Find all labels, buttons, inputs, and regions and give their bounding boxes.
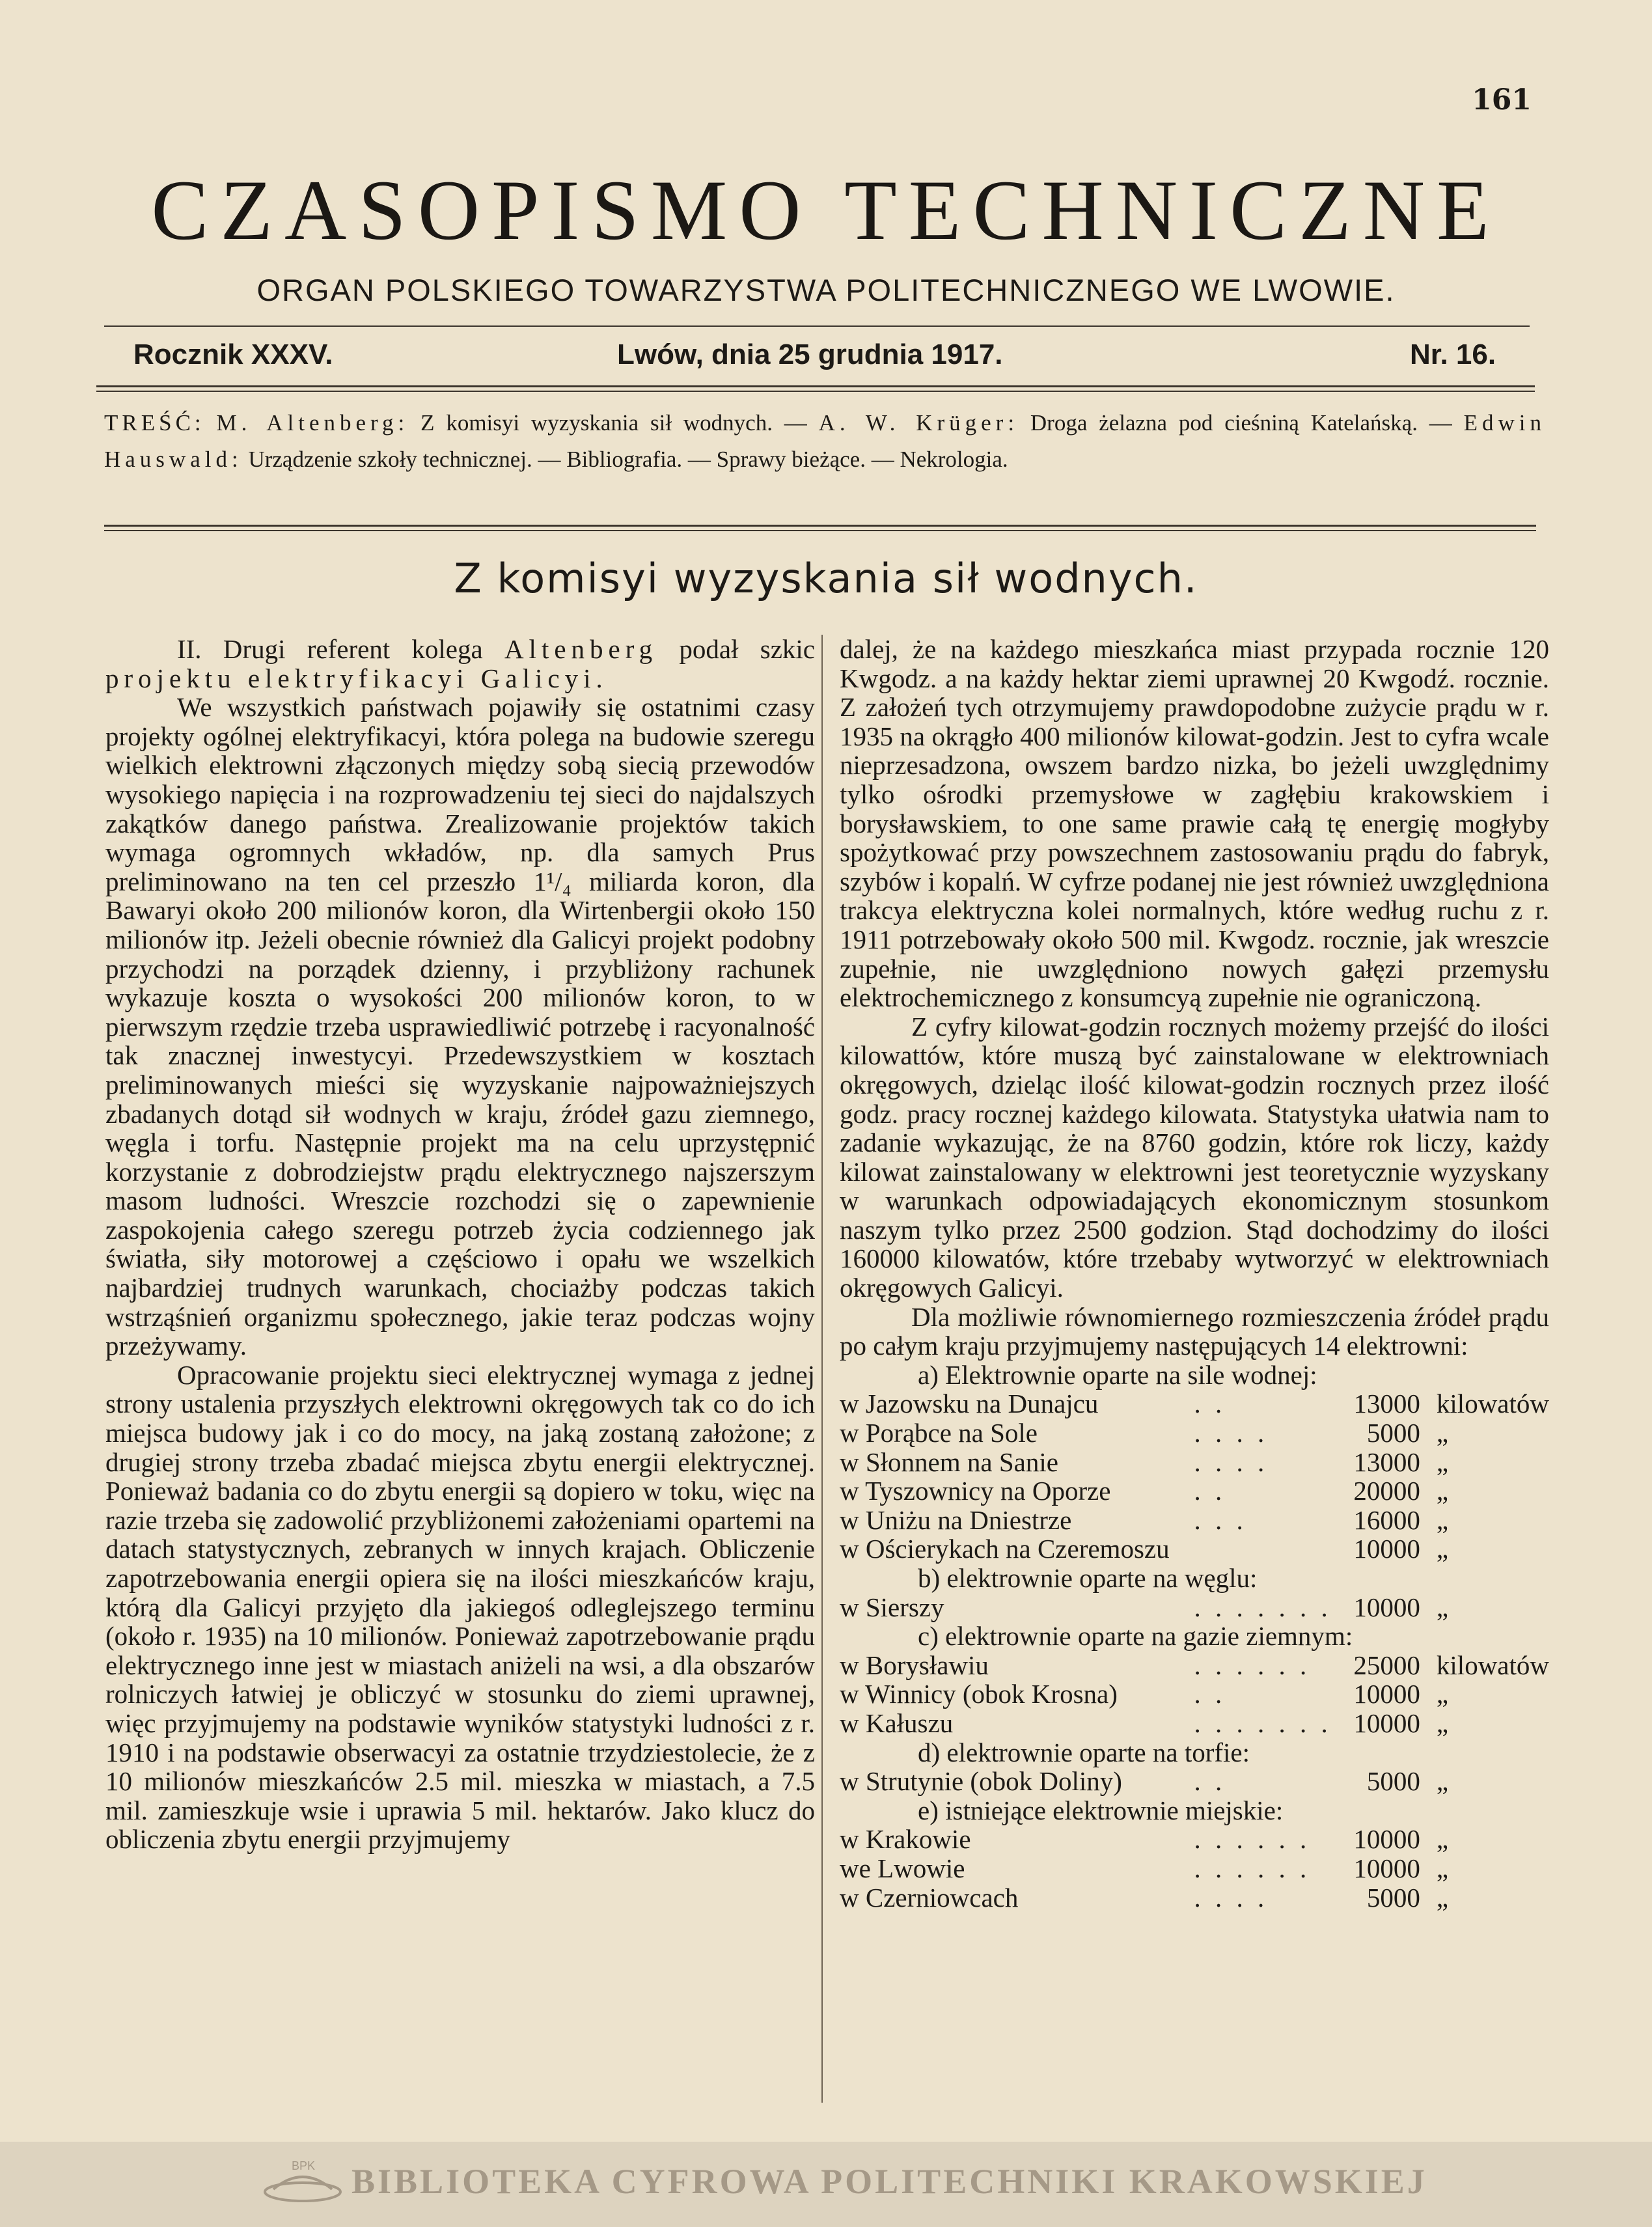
plant-capacity: 13000 (1353, 1389, 1420, 1419)
plant-row (840, 1825, 1549, 1854)
plant-unit: kilowatów (1436, 1650, 1549, 1680)
plant-unit: „ (1436, 1882, 1449, 1913)
column-divider (821, 635, 823, 2103)
plant-location: w Winnicy (obok Krosna) (840, 1679, 1118, 1709)
page-number: 161 (1472, 83, 1532, 117)
plant-location: w Borysławiu (840, 1650, 989, 1680)
plant-unit: „ (1436, 1766, 1449, 1797)
plant-capacity: 10000 (1353, 1592, 1420, 1622)
article-column-left (105, 635, 815, 1854)
plant-leader-dots: . . . . (1194, 1882, 1269, 1913)
plant-capacity: 25000 (1353, 1650, 1420, 1680)
plant-unit: „ (1436, 1504, 1449, 1535)
plant-leader-dots: . . . . . . . (1194, 1708, 1332, 1738)
plant-capacity: 10000 (1353, 1679, 1420, 1709)
article-paragraph: Opracowanie projektu sieci elektrycznej wymaga z jednej strony ustalenia przyszłych elektrowni okręgowych tak co do ich miejsca budowy jak i co do mocy, na jaką zostaną założone; z drugiej strony trzeba zbadać miejsca zbytu energii elektrycznej. Ponieważ badania co do zbytu energii są dopiero w toku, więc na razie trzeba się zadowolić przybliżonemi założeniami opartemi na datach statystycznych, zebranych w innych krajach. Obliczenie zapotrzebowania energii opiera się na ilości mieszkańców kraju, którą dla Galicyi przyjęto dla jakiegoś odleglejszego terminu (około r. 1935) na 10 milionów. Ponieważ zapotrzebowanie prądu elektrycznego inne jest w miastach aniżeli na wsi, a dla obszarów rolniczych łatwiej je obliczyć w stosunku do ziemi uprawnej, więc przyjmujemy na podstawie wyników statystyki ludności z r. 1910 i na podstawie obserwacyi za ostatnie trzydziestolecie, że z 10 milionów mieszkańców 2.5 mil. mieszka w miastach, a 7.5 mil. zamieszkuje wsie i uprawia 5 mil. hektarów. Jako klucz do obliczenia zbytu energii przyjmujemy (105, 1359, 815, 1855)
plant-capacity: 10000 (1353, 1824, 1420, 1855)
plant-row (840, 1418, 1549, 1448)
plant-location: we Lwowie (840, 1853, 965, 1883)
header-rule-mid-2 (96, 391, 1535, 392)
plant-capacity: 5000 (1366, 1418, 1420, 1448)
plant-capacity: 10000 (1353, 1534, 1420, 1564)
journal-subtitle: ORGAN POLSKIEGO TOWARZYSTWA POLITECHNICZNEGO WE LWOWIE. (256, 273, 1396, 307)
plant-capacity: 13000 (1353, 1446, 1420, 1477)
contents-author: Edwin Hauswald: (104, 410, 1547, 472)
plant-location: w Strutynie (obok Doliny) (840, 1766, 1122, 1797)
plant-leader-dots: . . . (1194, 1504, 1247, 1535)
contents-title: Droga żelazna pod cieśniną Katelańską. — (1030, 410, 1452, 436)
plant-row (840, 1476, 1549, 1506)
plant-row (840, 1651, 1549, 1680)
plant-leader-dots: . . (1194, 1389, 1226, 1419)
plant-unit: „ (1436, 1853, 1449, 1883)
volume: Rocznik XXXV. (133, 339, 333, 370)
contents-author: A. W. Krüger: (818, 410, 1019, 436)
plant-leader-dots: . . . . . . (1194, 1824, 1311, 1855)
place-date: Lwów, dnia 25 grudnia 1917. (617, 339, 1003, 370)
plant-capacity: 5000 (1366, 1882, 1420, 1913)
plant-location: w Kałuszu (840, 1708, 954, 1738)
plant-category: b) elektrownie oparte na węglu: (918, 1563, 1258, 1593)
plant-leader-dots (1194, 1534, 1331, 1564)
article-paragraph: Dla możliwie równomiernego rozmieszczenia źródeł prądu po całym kraju przyjmujemy następujących 14 elektrowni: (840, 1301, 1549, 1361)
plant-row (840, 1389, 1549, 1418)
plant-leader-dots: . . . . . . (1194, 1650, 1311, 1680)
plant-row (840, 1448, 1549, 1477)
article-title: Z komisyi wyzyskania sił wodnych. (454, 555, 1198, 602)
library-logo-icon (260, 2151, 345, 2210)
plant-row (840, 1593, 1549, 1622)
plant-leader-dots: . . (1194, 1766, 1226, 1797)
journal-title: CZASOPISMO TECHNICZNE (151, 162, 1501, 258)
plant-leader-dots: . . . . . . . (1194, 1592, 1332, 1622)
power-plant-list (840, 1361, 1549, 1912)
plant-capacity: 10000 (1353, 1708, 1420, 1738)
plant-unit: „ (1436, 1708, 1449, 1738)
library-watermark: BIBLIOTEKA CYFROWA POLITECHNIKI KRAKOWSKIEJ (351, 2162, 1427, 2201)
contents-rule-2 (104, 530, 1536, 531)
plant-row (840, 1680, 1549, 1709)
plant-unit: „ (1436, 1534, 1449, 1564)
plant-category: e) istniejące elektrownie miejskie: (918, 1795, 1284, 1825)
table-of-contents (104, 405, 1546, 478)
plant-row (840, 1534, 1549, 1564)
plant-location: w Ościerykach na Czeremoszu (840, 1534, 1170, 1564)
contents-title: Urządzenie szkoły technicznej. — Bibliografia. — Sprawy bieżące. — Nekrologia. (248, 447, 1008, 472)
contents-rule (104, 525, 1536, 527)
plant-capacity: 10000 (1353, 1853, 1420, 1883)
plant-row (840, 1506, 1549, 1535)
plant-unit: „ (1436, 1418, 1449, 1448)
contents-label: TREŚĆ: (104, 410, 205, 436)
plant-category: d) elektrownie oparte na torfie: (918, 1737, 1250, 1767)
plant-unit: „ (1436, 1679, 1449, 1709)
plant-location: w Jazowsku na Dunajcu (840, 1389, 1099, 1419)
plant-location: w Czerniowcach (840, 1882, 1019, 1913)
contents-author: M. Altenberg: (216, 410, 409, 436)
plant-leader-dots: . . . . (1194, 1418, 1269, 1448)
plant-leader-dots: . . (1194, 1476, 1226, 1506)
article-column-right (840, 635, 1549, 1912)
plant-capacity: 16000 (1353, 1504, 1420, 1535)
plant-unit: „ (1436, 1824, 1449, 1855)
plant-location: w Uniżu na Dniestrze (840, 1504, 1072, 1535)
plant-location: w Tyszownicy na Oporze (840, 1476, 1111, 1506)
plant-leader-dots: . . . . (1194, 1446, 1269, 1477)
article-paragraph: We wszystkich państwach pojawiły się ostatnimi czasy projekty ogólnej elektryfikacyi, która polega na budowie szeregu wielkich elektrowni złączonych między sobą siecią przewodów wysokiego napięcia i na rozprowadzeniu tej sieci do najdalszych zakątków danego państwa. Zrealizowanie projektów takich wymaga ogromnych wkładów, np. dla samych Prus preliminowano na ten cel przeszło 1¹/₄ miliarda koron, dla Bawaryi około 200 milionów koron, dla Wirtenbergii około 150 milionów itp. Jeżeli obecnie również dla Galicyi projekt podobny przychodzi na porządek dzienny, i przybliżony rachunek wykazuje koszta o wysokości 200 milionów koron, to w pierwszym rzędzie trzeba usprawiedliwić potrzebę i racyonalność tak znacznej inwestycyi. Przedewszystkiem w kosztach preliminowanych mieści się wyzyskanie najpoważniejszych zbadanych dotąd sił wodnych w kraju, źródeł gazu ziemnego, węgla i torfu. Następnie projekt ma na celu uprzystępnić korzystanie z dobrodziejstw prądu elektrycznego najszerszym masom ludności. Wreszcie rozchodzi się o zapewnienie zaspokojenia całego szeregu potrzeb życia codziennego jak światła, siły motorowej a częściowo i opału we wszelkich najbardziej trudnych warunkach, chociażby podczas takich wstrząśnień organizmu społecznego, jakie teraz podczas wojny przeżywamy. (105, 692, 815, 1361)
plant-location: w Krakowie (840, 1824, 971, 1855)
plant-unit: „ (1436, 1476, 1449, 1506)
contents-title: Z komisyi wyzyskania sił wodnych. — (420, 410, 807, 436)
plant-unit: „ (1436, 1446, 1449, 1477)
plant-unit: kilowatów (1436, 1389, 1549, 1419)
article-paragraph: dalej, że na każdego mieszkańca miast przypada rocznie 120 Kwgodz. a na każdy hektar ziemi uprawnej 20 Kwgodź. rocznie. Z założeń tych otrzymujemy prawdopodobne zużycie prądu w r. 1935 na okrągło 400 milionów kilowat-godzin. Jest to cyfra wcale nieprzesadzona, owszem bardzo nizka, bo jeżeli uwzględnimy tylko ośrodki przemysłowe w zagłębiu krakowskiem i borysławskiem, to one same prawie całą tę energię mogłyby spożytkować przy powszechnem zastosowaniu prądu do fabryk, szybów i kopalń. W cyfrze podanej nie jest również uwzględniona trakcya elektryczna kolei normalnych, które według ruchu z r. 1911 potrzebowały około 500 mil. Kwgodz. rocznie, jak wreszcie zupełnie, nie uwzględniono nowych gałęzi przemysłu elektrochemicznego z konsumcyą zupełnie nie ograniczoną. (840, 634, 1549, 1013)
plant-capacity: 5000 (1366, 1766, 1420, 1797)
header-rule-top (104, 325, 1530, 327)
plant-leader-dots: . . . . . . (1194, 1853, 1311, 1883)
library-logo-text: BPK (292, 2159, 316, 2172)
plant-category: c) elektrownie oparte na gazie ziemnym: (918, 1621, 1353, 1652)
issue-number: Nr. 16. (1410, 339, 1496, 370)
plant-location: w Słonnem na Sanie (840, 1446, 1058, 1477)
plant-location: w Sierszy (840, 1592, 944, 1622)
header-rule-mid (96, 385, 1535, 387)
plant-category: a) Elektrownie oparte na sile wodnej: (918, 1359, 1317, 1390)
plant-row (840, 1709, 1549, 1738)
plant-row (840, 1767, 1549, 1796)
plant-row (840, 1854, 1549, 1883)
article-paragraph: II. Drugi referent kolega Altenberg podał szkic projektu elektryfikacyi Galicyi. (105, 634, 815, 693)
plant-row (840, 1883, 1549, 1913)
plant-leader-dots: . . (1194, 1679, 1226, 1709)
plant-capacity: 20000 (1353, 1476, 1420, 1506)
plant-unit: „ (1436, 1592, 1449, 1622)
article-paragraph: Z cyfry kilowat-godzin rocznych możemy przejść do ilości kilowattów, które muszą być zainstalowane w elektrowniach okręgowych, dzieląc ilość kilowat-godzin rocznych przez ilość godz. pracy rocznej każdego kilowata. Statystyka ułatwia nam to zadanie wykazując, że na 8760 godzin, które rok liczy, każdy kilowat zainstalowany w elektrowni jest teoretycznie wyzyskany w warunkach odpowiadających ekonomicznym stosunkom naszym tylko przez 2500 godzion. Stąd dochodzimy do ilości 160000 kilowatów, które trzebaby wytworzyć w elektrowniach okręgowych Galicyi. (840, 1011, 1549, 1303)
plant-location: w Porąbce na Sole (840, 1418, 1038, 1448)
